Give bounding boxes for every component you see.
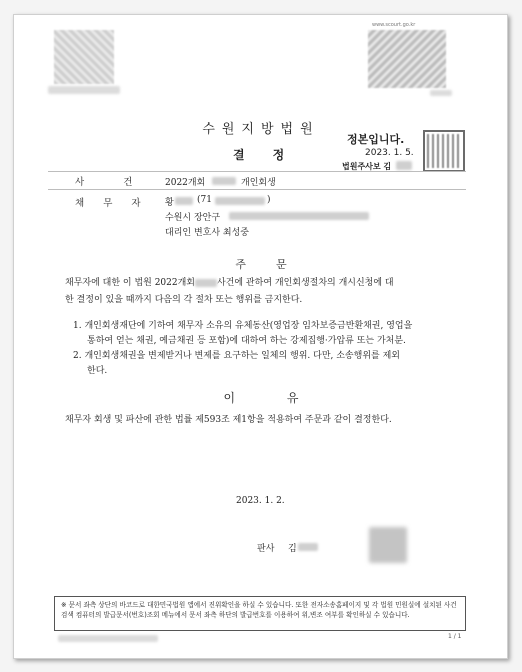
debtor-label: 채 무 자 <box>75 198 149 209</box>
divider <box>48 171 466 172</box>
judge-signature-seal <box>369 527 407 563</box>
barcode-url: www.scourt.go.kr <box>372 22 416 28</box>
redacted-debtor-name <box>175 197 193 205</box>
verification-notice-text: ※ 문서 좌측 상단의 바코드로 대한민국법원 앱에서 진위확인을 하실 수 있습니다. 또한 전자소송홈페이지 및 각 법원 민원실에 설치된 사건검색 컴퓨터의 발급문서(번호)조회 메뉴에서 문서 좌측 하단의 발급번호를 이용하여 위,변조 여부를 확인하실 수 있습니다. <box>61 601 457 619</box>
barcode-image-right <box>368 30 446 88</box>
official-seal <box>423 130 465 172</box>
order-line-2: 한 결정이 있을 때까지 다음의 각 절차 또는 행위를 금지한다. <box>65 295 303 305</box>
document-title: 결정 <box>233 148 313 162</box>
redacted-case-number <box>212 177 236 185</box>
decision-date: 2023. 1. 2. <box>236 496 285 506</box>
order-line-1 <box>65 275 394 292</box>
debtor-name: 황 <box>165 198 174 208</box>
redacted-judge-name <box>298 543 318 551</box>
order-line-1a: 채무자에 대한 이 법원 2022개회 <box>65 278 195 288</box>
case-label: 사 건 <box>75 177 151 188</box>
case-type: 개인회생 <box>241 178 276 188</box>
barcode-caption-left <box>48 86 120 94</box>
order-item: 통하여 얻는 채권, 예금채권 등 포함)에 대하여 하는 강제집행·가압류 또는 가처분. <box>87 336 406 346</box>
debtor-id-prefix: (71 <box>197 195 212 205</box>
redacted-issue-number <box>58 635 158 642</box>
order-heading: 주문 <box>235 258 317 271</box>
page-number: 1 / 1 <box>448 633 462 640</box>
redacted-case-number <box>195 279 217 287</box>
order-item: 2. 개인회생채권을 변제받거나 변제를 요구하는 일체의 행위. 다만, 소송행위를 제외 <box>73 351 400 361</box>
judge-label: 판사 <box>257 544 275 554</box>
redacted-debtor-address <box>229 212 369 220</box>
case-number: 2022개회 <box>165 178 206 188</box>
reason-text: 채무자 회생 및 파산에 관한 법률 제593조 제1항을 적용하여 주문과 같이 결정한다. <box>65 415 392 425</box>
judge-name: 김 <box>288 544 297 554</box>
court-name: 수원지방법원 <box>202 122 320 137</box>
order-item: 한다. <box>87 366 108 376</box>
debtor-address: 수원시 장안구 <box>165 213 221 223</box>
barcode-image-left <box>54 30 114 84</box>
debtor-id-suffix: ) <box>267 195 271 205</box>
order-item: 1. 개인회생재단에 기하여 채무자 소유의 유체동산(영업장 임차보증금반환채권, 영업을 <box>73 321 413 331</box>
certification-date: 2023. 1. 5. <box>365 148 414 158</box>
reason-heading: 이 유 <box>223 391 323 405</box>
order-line-1b: 사건에 관하여 개인회생절차의 개시신청에 대 <box>216 278 394 288</box>
redacted-debtor-id <box>215 197 265 205</box>
divider <box>48 189 466 190</box>
certified-copy-label: 정본입니다. <box>347 133 405 146</box>
certifying-officer: 법원주사보 김 <box>342 162 392 171</box>
debtor-agent: 대리인 변호사 최성중 <box>165 228 249 238</box>
redacted-officer-name <box>396 161 412 170</box>
verification-notice <box>54 596 466 631</box>
barcode-caption-right <box>430 90 452 96</box>
